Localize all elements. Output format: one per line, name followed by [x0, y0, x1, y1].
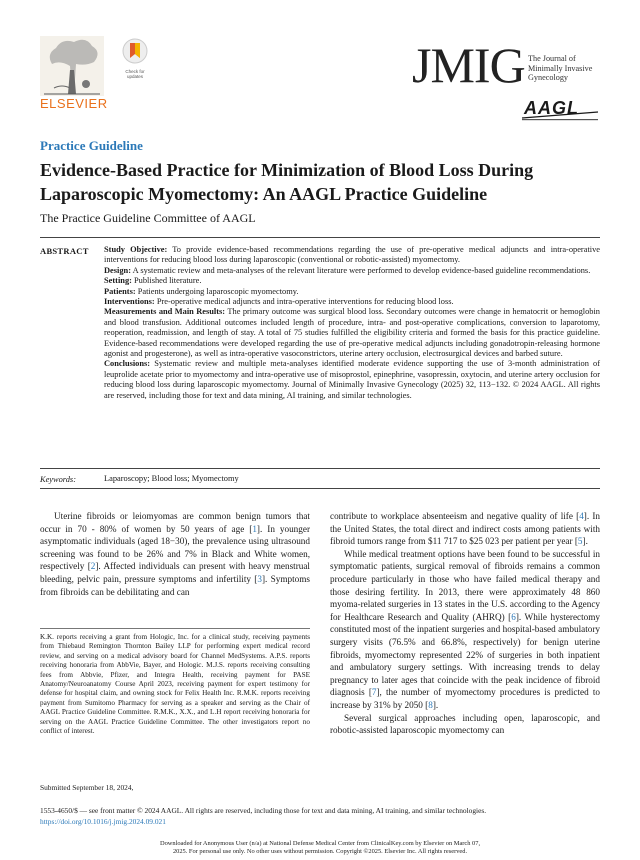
abstract-item-label: Study Objective:	[104, 245, 168, 254]
keywords-list: Laparoscopy; Blood loss; Myomectomy	[104, 474, 239, 483]
body-column-right	[330, 510, 600, 737]
abstract-item	[104, 276, 600, 286]
citation-link[interactable]: 5	[577, 536, 583, 547]
journal-name-line: Minimally Invasive	[528, 63, 593, 73]
check-badge-line2: updates	[126, 74, 143, 79]
journal-name-line: The Journal of	[528, 54, 576, 63]
body-text: contribute to workplace absenteeism and negative quality of life [	[330, 511, 580, 521]
download-notice-line: 2025. For personal use only. No other uses without permission. Copyright ©2025. Elsevier Inc. All rights reserved.	[172, 848, 468, 855]
abstract-item-label: Interventions:	[104, 297, 155, 307]
aagl-society-logo	[520, 96, 600, 122]
body-paragraph	[40, 510, 310, 598]
section-label: Practice Guideline	[40, 138, 143, 153]
keywords-bottom-rule	[40, 488, 600, 489]
body-text: Several surgical approaches including open, laparoscopic, and robotic-assisted laparoscopic myomectomy can	[330, 712, 600, 736]
body-text: ]. In younger asymptomatic individuals (aged 18−30), the prevalence using ultrasound screening was found to be 26% and 7% in Black and White women, respectively [	[40, 523, 310, 572]
footnote-rule	[40, 628, 310, 629]
download-notice	[0, 840, 640, 856]
abstract-item-label: Patients:	[104, 286, 136, 296]
abstract-item-text: To provide evidence-based recommendations regarding the use of pre-operative medical adjuncts and intra-operative interventions for reducing blood loss during laparoscopic (conventional or robotic-assisted) myomectomy.	[104, 245, 600, 265]
journal-full-name	[528, 54, 608, 83]
body-text: ], the number of myomectomy procedures is predicted to increase by 31% by 2050 [	[330, 687, 600, 710]
bookmark-icon	[120, 38, 150, 64]
check-badge-line1: Check for	[125, 69, 145, 74]
abstract-item-text: Pre-operative medical adjuncts and intra-operative interventions for reducing blood loss.	[156, 297, 454, 307]
doi-link[interactable]: https://doi.org/10.1016/j.jmig.2024.09.021	[40, 817, 166, 826]
elsevier-tree-logo	[40, 36, 104, 96]
body-paragraph	[330, 548, 600, 712]
abstract-item-label: Conclusions:	[104, 359, 151, 369]
abstract-body	[104, 245, 600, 401]
abstract-item-label: Measurements and Main Results:	[104, 307, 226, 317]
keywords-heading: Keywords:	[40, 475, 76, 484]
body-text: ].	[582, 536, 588, 547]
citation-link[interactable]: 3	[257, 573, 262, 584]
check-for-updates-badge[interactable]	[120, 38, 150, 78]
abstract-item-text: Published literature.	[134, 276, 202, 286]
download-notice-line: Downloaded for Anonymous User (n/a) at National Defense Medical Center from ClinicalKey.com by Elsevier on March 07,	[159, 840, 481, 847]
elsevier-wordmark: ELSEVIER	[40, 96, 108, 111]
article-title: Evidence-Based Practice for Minimization of Blood Loss During Laparoscopic Myomectomy: An AAGL Practice Guideline	[40, 160, 534, 204]
abstract-item	[104, 359, 600, 401]
abstract-item-text: The primary outcome was surgical blood loss. Secondary outcomes were change in hematocrit or hemoglobin and blood transfusion. Additional outcomes included length of procedure, intra- and post-operative complications, conversion to laparotomy, reoperation, readmission, and length of stay. A total of 75 studies fulfilled the eligibility criteria and formed the basis for this practice guideline. Evidence-based recommendations were developed regarding the use of pre-operative medical adjuncts including gonadotropin-releasing hormone agonist and progesterone), as well as intra-operative vasoconstrictors, uterine artery occlusion, electrosurgical devices and barbed suture.	[104, 307, 600, 359]
abstract-item	[104, 297, 600, 307]
body-text: ]. Affected individuals can present with heavy menstrual bleeding, pelvic pain, pressure symptoms and infertility [	[40, 561, 310, 584]
abstract-item	[104, 245, 600, 266]
journal-logo: JMIG	[412, 37, 525, 93]
body-column-left	[40, 510, 310, 598]
body-text: While medical treatment options have been found to be successful in symptomatic patients, surgical removal of fibroids remains a common procedure particularly in those who have failed medical therapy and those desiring fertility. In 2013, there were approximately 48 860 myoma-related surgeries in 13 states in the U.S. according to the Agency for Healthcare Research and Quality (AHRQ) [	[330, 548, 600, 622]
journal-name-line: Gynecology	[528, 73, 569, 82]
abstract-item-text: Systematic review and multiple meta-analyses identified moderate evidence supporting the use of 3-month administration of leuprolide acetate prior to myomectomy and intra-operative use of misoprostol, epinephrine, vasopressin, oxytocin, and uterine artery occlusion for reducing blood loss during laparoscopic myomectomy. Journal of Minimally Invasive Gynecology (2025) 32, 113−132. © 2024 AAGL. All rights are reserved, including those for text and data mining, AI training, and similar technologies.	[104, 359, 600, 400]
issn-copyright-line: 1553-4650/$ — see front matter © 2024 AAGL. All rights are reserved, including those for text and data mining, AI training, and similar technologies.	[40, 806, 487, 815]
body-text: ]. Symptoms from fibroids can be debilitating and can	[40, 573, 310, 597]
submitted-date: Submitted September 18, 2024,	[40, 783, 134, 792]
abstract-item	[104, 287, 600, 297]
citation-link[interactable]: 6	[511, 611, 516, 622]
abstract-item-text: Patients undergoing laparoscopic myomectomy.	[137, 286, 299, 296]
citation-link[interactable]: 7	[371, 687, 377, 698]
abstract-top-rule	[40, 237, 600, 238]
keywords-rule	[40, 468, 600, 469]
body-text: ]. While hysterectomy constituted most of the inpatient surgeries and hospital-based ambulatory surgery visits (76.5% and 66.8%, respectively) for benign uterine fibroids, myomectomy represented 22% of surgeries in both inpatient and ambulatory surgery settings. With increasing trends to delay pregnancy to later ages that coincide with the peak incidence of fibroid diagnosis [	[330, 611, 600, 698]
body-paragraph	[330, 712, 600, 737]
abstract-heading: ABSTRACT	[40, 246, 89, 256]
svg-text:AAGL: AAGL	[524, 98, 579, 118]
abstract-item-text: A systematic review and meta-analyses of the relevant literature were performed to develop evidence-based guideline recommendations.	[132, 265, 591, 275]
body-text: ].	[432, 699, 439, 710]
citation-link[interactable]: 8	[428, 699, 433, 710]
abstract-item	[104, 266, 600, 276]
citation-link[interactable]: 4	[579, 511, 584, 521]
abstract-item-label: Setting:	[104, 276, 132, 286]
citation-link[interactable]: 1	[252, 523, 257, 534]
abstract-item-label: Design:	[104, 265, 131, 275]
citation-link[interactable]: 2	[90, 561, 96, 572]
body-text: ]. In the United States, the total direct and indirect costs among patients with fibroid tumors range from $11 717 to $25 023 per patient per year [	[330, 511, 600, 547]
body-paragraph	[330, 510, 600, 548]
conflict-of-interest-footnote: K.K. reports receiving a grant from Hologic, Inc. for a clinical study, receiving payments from Thiebaud Remington Thornton Bailey LLP for performing expert medical record review, and serving on a medical advisory board for Channel MedSystems. A.P.S. reports receiving honoraria from AbbVie, Bayer, and Hologic. M.J.S. reports receiving consulting fees from Abbvie, Pfizer, and Integra Health, receiving payment for PASE Anatomy/Neuroanatomy Course April 2023, receiving payment for expert testimony for defense for hospital claim, and owning stock for Felix Health Inc. R.M.K. reports receiving payment from Sumitomo Pharmacy for serving as a speaker and serving as the Chair of AAGL Practice Guideline Committee. R.M.K., X.X., and L.H report receiving honoraria for serving on the AAGL Practice Guideline Committee. The other investigators report no conflict of interest.	[40, 633, 310, 736]
article-authors: The Practice Guideline Committee of AAGL	[40, 211, 256, 225]
body-text: Uterine fibroids or leiomyomas are common benign tumors that occur in 70 - 80% of women by 50 years of age [	[40, 511, 310, 534]
abstract-item	[104, 307, 600, 359]
